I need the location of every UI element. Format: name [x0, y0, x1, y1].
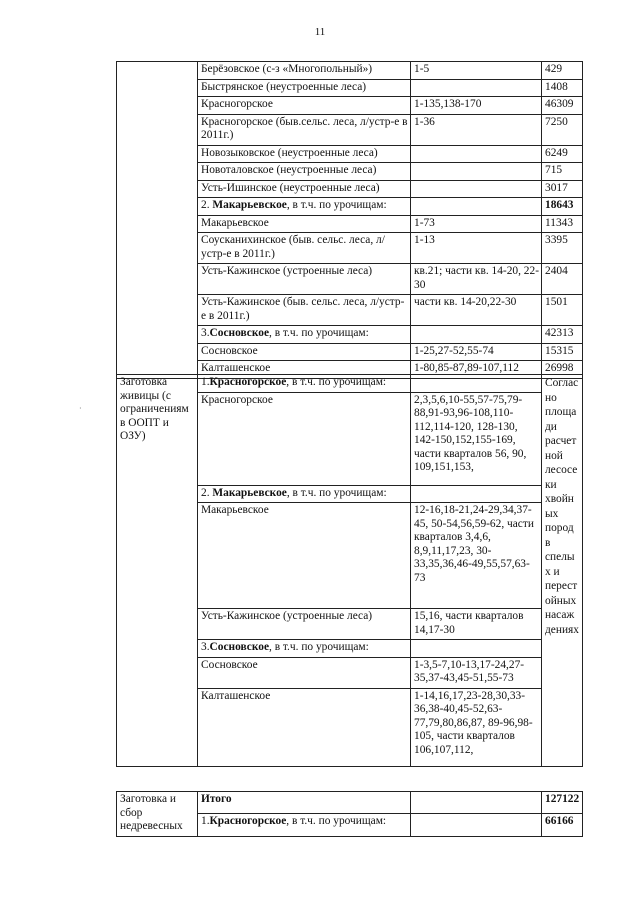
total-value: 127122 [542, 792, 583, 814]
area-value: 11343 [542, 215, 583, 233]
quarter-list: 1-14,16,17,23-28,30,33-36,38-40,45-52,63-77,79,80,86,87, 89-96,98-105, части кварталов 106,107,112, [411, 688, 542, 766]
forestry-name: Красногорское [209, 815, 287, 828]
forestry-name: Макарьевское [212, 486, 287, 499]
forestry-name: Сосновское [209, 327, 270, 339]
group-total: 18643 [542, 198, 583, 216]
allowance-note: Согласно площади расчетной лесосеки хвойных пород в спелых и перестойных насаждениях [542, 375, 583, 767]
tract-name: Быстрянское (неустроенные леса) [198, 79, 411, 97]
tract-name: Макарьевское [198, 215, 411, 233]
area-value: 1408 [542, 79, 583, 97]
forest-resource-table [116, 61, 583, 379]
quarter-list [411, 326, 542, 344]
area-value: 429 [542, 62, 583, 80]
group-header-row [117, 375, 583, 393]
quarter-list: 1-5 [411, 62, 542, 80]
area-value: 715 [542, 163, 583, 181]
category-resin: Заготовка живицы (с ограничениям в ООПТ и ОЗУ) [117, 375, 198, 767]
tract-name: Макарьевское [198, 503, 411, 609]
group-suffix: , в т.ч. по урочищам: [269, 327, 369, 339]
quarter-list: 1-135,138-170 [411, 97, 542, 115]
forestry-name: Сосновское [209, 641, 270, 653]
group-title [198, 326, 411, 344]
quarter-list [411, 375, 542, 393]
tract-name: Сосновское [198, 657, 411, 688]
group-number: 1. [201, 376, 210, 388]
group-suffix: , в т.ч. по урочищам: [286, 486, 387, 499]
group-suffix: , в т.ч. по урочищам: [286, 376, 387, 388]
tract-name: Калташенское [198, 688, 411, 766]
area-value: 26998 [542, 361, 583, 379]
group-title [198, 640, 411, 658]
tract-name: Соусканихинское (быв. сельс. леса, л/устр-е в 2011г.) [198, 233, 411, 264]
tract-name: Сосновское [198, 343, 411, 361]
category-nonwood: Заготовка и сбор недревесных [117, 792, 198, 837]
group-number: 3. [201, 641, 210, 653]
quarter-list [411, 163, 542, 181]
quarter-list [411, 814, 542, 836]
quarter-list [411, 79, 542, 97]
quarter-list [411, 792, 542, 814]
tract-name: Усть-Ишинское (неустроенные леса) [198, 180, 411, 198]
group-number: 2. [201, 486, 213, 499]
tract-name: Красногорское [198, 97, 411, 115]
page-number: 11 [314, 26, 326, 38]
forestry-name: Макарьевское [212, 199, 287, 211]
quarter-list: 2,3,5,6,10-55,57-75,79-88,91-93,96-108,110-112,114-120, 128-130, 142-150,152,155-169, части кварталов 56, 90, 109,151,153, [411, 392, 542, 485]
total-row [117, 792, 583, 814]
quarter-list: части кв. 14-20,22-30 [411, 295, 542, 326]
forestry-name: Красногорское [209, 376, 287, 388]
group-title [198, 198, 411, 216]
tract-name: Красногорское [198, 392, 411, 485]
tract-name: Усть-Кажинское (быв. сельс. леса, л/устр-е в 2011г.) [198, 295, 411, 326]
resin-harvest-table [116, 374, 583, 767]
group-total: 66166 [542, 814, 583, 836]
tract-name: Берёзовское (с-з «Многопольный») [198, 62, 411, 80]
tract-name: Новоталовское (неустроенные леса) [198, 163, 411, 181]
area-value: 6249 [542, 145, 583, 163]
total-label: Итого [198, 792, 411, 814]
area-value: 15315 [542, 343, 583, 361]
group-number: 1. [201, 815, 210, 828]
area-value: 7250 [542, 114, 583, 145]
area-value: 3395 [542, 233, 583, 264]
group-total: 42313 [542, 326, 583, 344]
quarter-list [411, 485, 542, 503]
group-title [198, 814, 411, 836]
quarter-list [411, 640, 542, 658]
tract-name: Новозыковское (неустроенные леса) [198, 145, 411, 163]
area-value: 1501 [542, 295, 583, 326]
quarter-list [411, 180, 542, 198]
tract-name: Усть-Кажинское (устроенные леса) [198, 264, 411, 295]
tract-name: Красногорское (быв.сельс. леса, л/устр-е в 2011г.) [198, 114, 411, 145]
group-suffix: , в т.ч. по урочищам: [269, 641, 369, 653]
group-number: 3. [201, 327, 210, 339]
area-value: 2404 [542, 264, 583, 295]
group-suffix: , в т.ч. по урочищам: [286, 815, 387, 828]
group-title [198, 375, 411, 393]
quarter-list: 1-25,27-52,55-74 [411, 343, 542, 361]
tract-name: Усть-Кажинское (устроенные леса) [198, 609, 411, 640]
quarter-list: 1-36 [411, 114, 542, 145]
quarter-list [411, 198, 542, 216]
nonwood-harvest-table [116, 791, 583, 837]
quarter-list: 1-80,85-87,89-107,112 [411, 361, 542, 379]
quarter-list: 1-73 [411, 215, 542, 233]
group-title [198, 485, 411, 503]
quarter-list [411, 145, 542, 163]
area-value: 46309 [542, 97, 583, 115]
quarter-list: кв.21; части кв. 14-20, 22-30 [411, 264, 542, 295]
category-cell-empty [117, 62, 198, 379]
tract-name: Калташенское [198, 361, 411, 379]
quarter-list: 15,16, части кварталов 14,17-30 [411, 609, 542, 640]
quarter-list: 1-3,5-7,10-13,17-24,27-35,37-43,45-51,55-73 [411, 657, 542, 688]
stray-mark: · [79, 404, 82, 413]
quarter-list: 12-16,18-21,24-29,34,37-45, 50-54,56,59-62, части кварталов 3,4,6, 8,9,11,17,23, 30-33,35,36,46-49,55,57,63-73 [411, 503, 542, 609]
table-row [117, 62, 583, 80]
group-suffix: , в т.ч. по урочищам: [286, 199, 387, 211]
quarter-list: 1-13 [411, 233, 542, 264]
area-value: 3017 [542, 180, 583, 198]
group-number: 2. [201, 199, 213, 211]
